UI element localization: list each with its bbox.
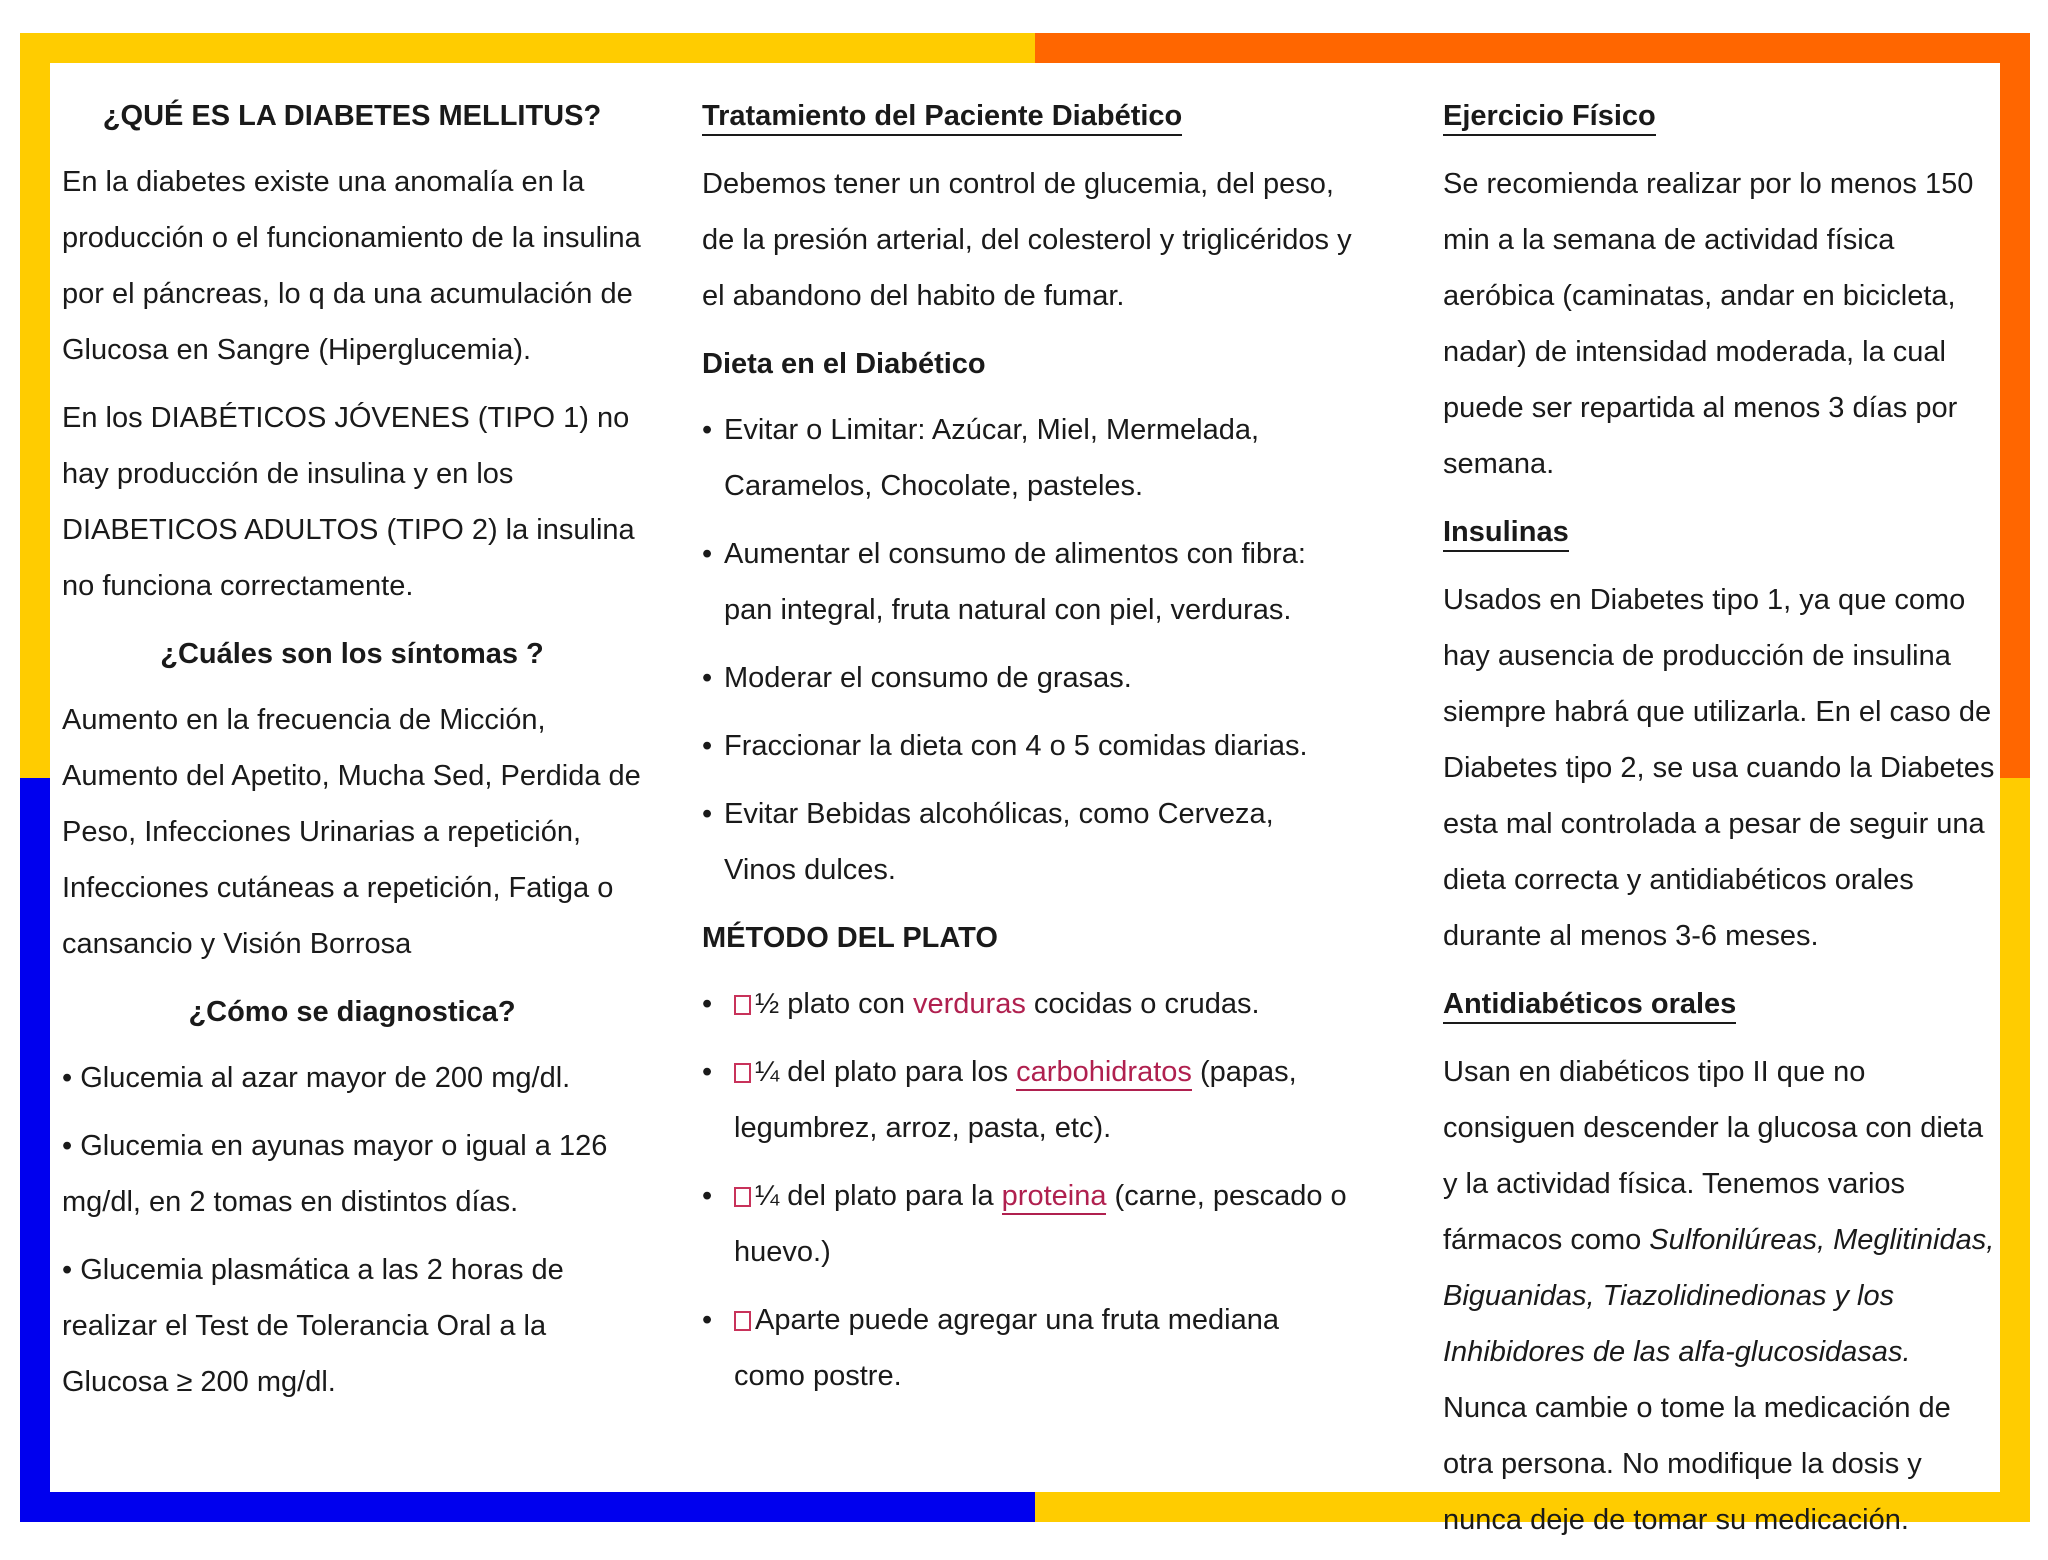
heading-insulin-text: Insulinas: [1443, 516, 1569, 552]
plate-text: Aparte puede agregar una fruta mediana como postre.: [734, 1304, 1279, 1392]
keyword-vegetables: verduras: [913, 988, 1026, 1020]
heading-symptoms: ¿Cuáles son los síntomas ?: [160, 638, 544, 670]
paragraph-types: En los DIABÉTICOS JÓVENES (TIPO 1) no hay producción de insulina y en los DIABETICOS ADULTOS (TIPO 2) la insulina no funciona correctamente.: [62, 402, 635, 602]
oral-text: Usan en diabéticos tipo II que no consiguen descender la glucosa con dieta y la actividad física. Tenemos varios fármacos como: [1443, 1056, 1984, 1256]
oral-text: Nunca cambie o tome la medicación de otra persona. No modifique la dosis y nunca deje de tomar su medicación.: [1443, 1392, 1951, 1536]
column-treatment: [702, 88, 1352, 1416]
column-exercise-medication: [1443, 88, 1998, 1560]
diagnosis-list: [62, 1050, 642, 1410]
paragraph-exercise: Se recomienda realizar por lo menos 150 min a la semana de actividad física aeróbica (caminatas, andar en bicicleta, nadar) de intensidad moderada, la cual puede ser repartida al menos 3 días por semana.: [1443, 168, 1974, 480]
checkbox-icon: [734, 1063, 751, 1083]
heading-exercise: [1443, 88, 1998, 144]
diet-item: • Evitar o Limitar: Azúcar, Miel, Mermelada, Caramelos, Chocolate, pasteles.: [702, 402, 1352, 514]
keyword-protein-link[interactable]: proteina: [1002, 1180, 1107, 1215]
paragraph-treatment-intro: Debemos tener un control de glucemia, del peso, de la presión arterial, del colesterol y triglicéridos y el abandono del habito de fumar.: [702, 168, 1352, 312]
diet-item: • Evitar Bebidas alcohólicas, como Cerveza, Vinos dulces.: [702, 786, 1352, 898]
border-left-top: [20, 33, 50, 778]
heading-insulin: [1443, 504, 1998, 560]
border-right-bottom: [2000, 778, 2030, 1522]
plate-method-list: [702, 976, 1352, 1404]
diet-item: • Aumentar el consumo de alimentos con fibra: pan integral, fruta natural con piel, verduras.: [702, 526, 1352, 638]
plate-item-vegetables: [702, 976, 1352, 1032]
diagnosis-item: • Glucemia plasmática a las 2 horas de realizar el Test de Tolerancia Oral a la Glucosa ≥ 200 mg/dl.: [62, 1254, 564, 1398]
heading-diet: Dieta en el Diabético: [702, 348, 986, 380]
heading-exercise-text: Ejercicio Físico: [1443, 100, 1656, 136]
column-what-is-diabetes: [62, 88, 642, 1422]
plate-item-fruit: [702, 1292, 1352, 1404]
checkbox-icon: [734, 1187, 751, 1207]
border-bottom-left: [20, 1492, 1035, 1522]
paragraph-definition: En la diabetes existe una anomalía en la producción o el funcionamiento de la insulina por el páncreas, lo q da una acumulación de Glucosa en Sangre (Hiperglucemia).: [62, 166, 641, 366]
paragraph-oral-antidiabetics: [1443, 1044, 1998, 1548]
border-right-top: [2000, 33, 2030, 778]
border-left-bottom: [20, 778, 50, 1522]
heading-oral-antidiabetics-text: Antidiabéticos orales: [1443, 988, 1736, 1024]
plate-text: ½ plato con: [755, 988, 913, 1020]
diet-list: [702, 402, 1352, 898]
paragraph-insulin: Usados en Diabetes tipo 1, ya que como hay ausencia de producción de insulina siempre habrá que utilizarla. En el caso de Diabetes tipo 2, se usa cuando la Diabetes esta mal controlada a pesar de seguir una dieta correcta y antidiabéticos orales durante al menos 3-6 meses.: [1443, 584, 1995, 952]
border-top-right: [1035, 33, 2030, 63]
diagnosis-item: • Glucemia en ayunas mayor o igual a 126 mg/dl, en 2 tomas en distintos días.: [62, 1130, 608, 1218]
plate-item-protein: [702, 1168, 1352, 1280]
plate-text: (papas, legumbrez, arroz, pasta, etc).: [734, 1056, 1297, 1144]
paragraph-symptoms: Aumento en la frecuencia de Micción, Aumento del Apetito, Mucha Sed, Perdida de Peso, Infecciones Urinarias a repetición, Infecciones cutáneas a repetición, Fatiga o cansancio y Visión Borrosa: [62, 704, 641, 960]
plate-item-carbohydrates: [702, 1044, 1352, 1156]
heading-treatment-text: Tratamiento del Paciente Diabético: [702, 100, 1182, 136]
plate-text: cocidas o crudas.: [1025, 988, 1260, 1020]
heading-what-is-diabetes: ¿QUÉ ES LA DIABETES MELLITUS?: [102, 100, 602, 132]
checkbox-icon: [734, 995, 751, 1015]
keyword-carbohydrates-link[interactable]: carbohidratos: [1016, 1056, 1192, 1091]
diagnosis-item: • Glucemia al azar mayor de 200 mg/dl.: [62, 1062, 571, 1094]
heading-diagnosis: ¿Cómo se diagnostica?: [188, 996, 516, 1028]
heading-treatment: [702, 88, 1352, 144]
plate-text: (carne, pescado o huevo.): [734, 1180, 1347, 1268]
heading-plate-method: MÉTODO DEL PLATO: [702, 922, 998, 954]
plate-text: ¼ del plato para los: [755, 1056, 1017, 1088]
border-top-left: [20, 33, 1035, 63]
plate-text: ¼ del plato para la: [755, 1180, 1002, 1212]
oral-drug-names: Sulfonilúreas, Meglitinidas, Biguanidas, Tiazolidinedionas y los Inhibidores de las alfa-glucosidasas.: [1443, 1224, 1995, 1368]
checkbox-icon: [734, 1311, 751, 1331]
diet-item: • Moderar el consumo de grasas.: [702, 650, 1352, 706]
heading-oral-antidiabetics: [1443, 976, 1998, 1032]
diet-item: • Fraccionar la dieta con 4 o 5 comidas diarias.: [702, 718, 1352, 774]
